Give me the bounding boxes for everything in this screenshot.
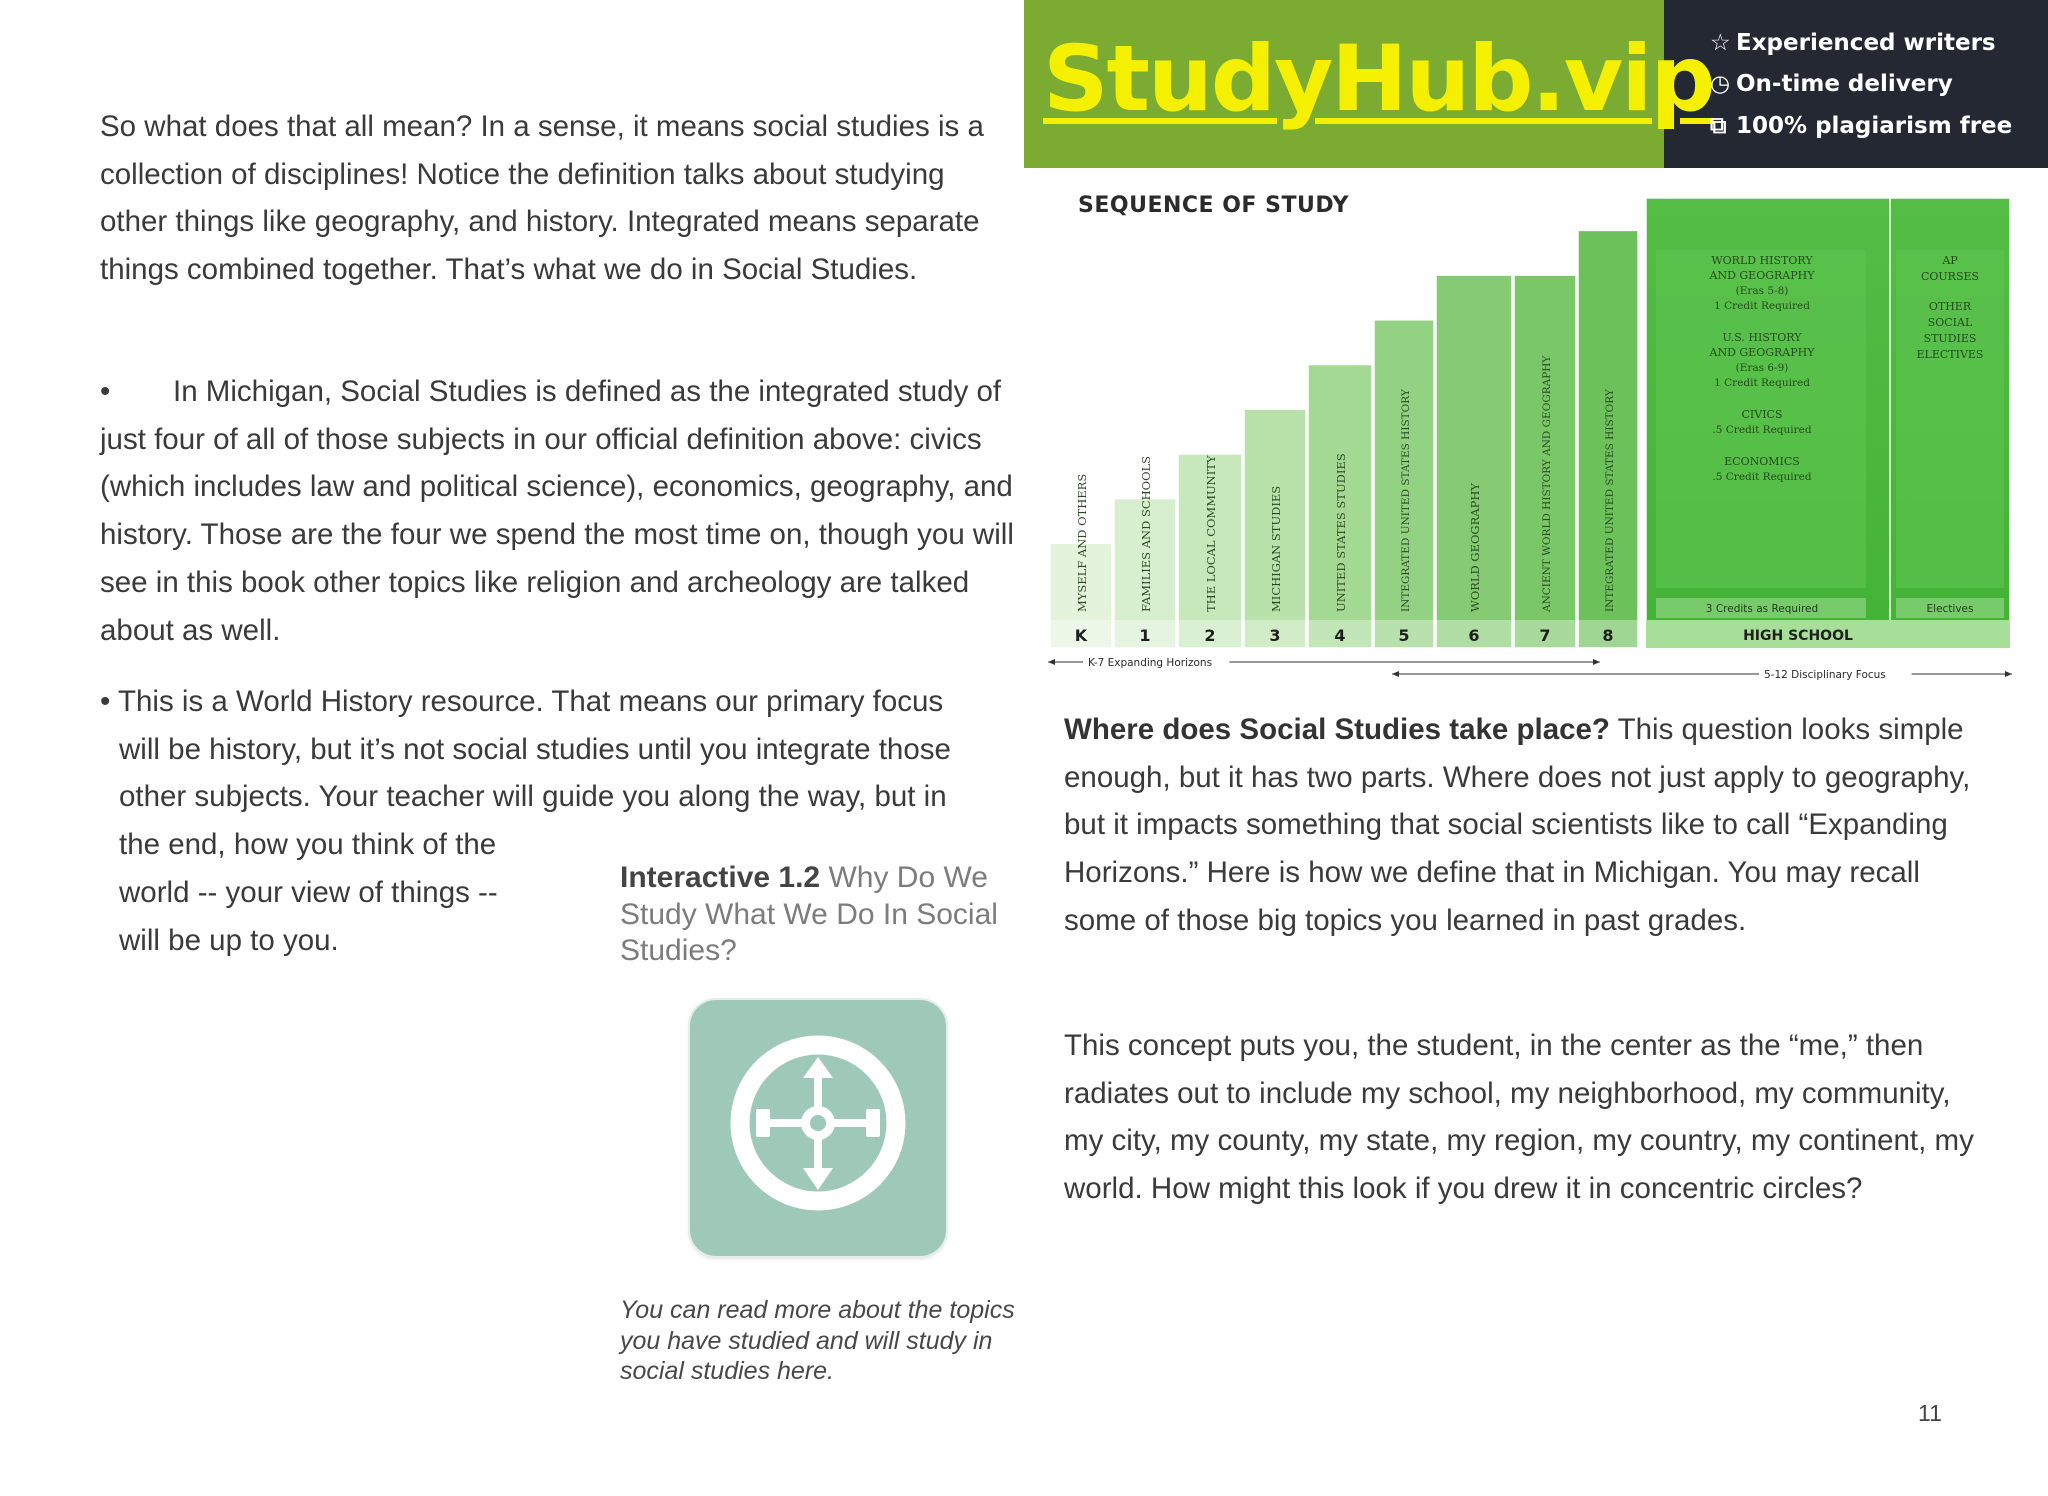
disciplinary-span-label: 5-12 Disciplinary Focus xyxy=(1764,669,1886,681)
elective-name: AP xyxy=(1942,254,1958,267)
feature-on-time-delivery xyxy=(1710,71,1953,97)
course-credits: .5 Credit Required xyxy=(1712,471,1812,483)
world-history-first-line xyxy=(100,678,1020,726)
interactive-title: Why Do We Study What We Do In Social Studies? xyxy=(620,861,998,967)
high-school-label: HIGH SCHOOL xyxy=(1743,628,1853,644)
world-history-line: the end, how you think of the xyxy=(119,828,497,862)
course-credits: .5 Credit Required xyxy=(1712,424,1812,436)
chart-title: SEQUENCE OF STUDY xyxy=(1078,193,1349,218)
grade-topic: THE LOCAL COMMUNITY xyxy=(1204,455,1218,612)
grade-label: 8 xyxy=(1602,626,1614,645)
course-name: U.S. HISTORY xyxy=(1722,331,1802,344)
michigan-definition-paragraph xyxy=(100,368,1020,654)
k7-span-label: K-7 Expanding Horizons xyxy=(1088,657,1213,669)
where-paragraph xyxy=(1064,706,1994,945)
required-footer: 3 Credits as Required xyxy=(1705,603,1819,615)
bullet-marker: • xyxy=(100,375,111,408)
grade-label: 6 xyxy=(1468,626,1480,645)
course-name: CIVICS xyxy=(1741,408,1783,421)
course-name: AND GEOGRAPHY xyxy=(1709,269,1815,282)
studyhub-logo[interactable]: StudyHub.vip xyxy=(1043,27,1714,132)
interactive-caption: You can read more about the topics you have studied and will study in social studies here. xyxy=(620,1296,1015,1385)
grade-topic: FAMILIES AND SCHOOLS xyxy=(1139,455,1153,612)
bullet-marker: • xyxy=(100,685,111,718)
michigan-definition-text: In Michigan, Social Studies is defined as the integrated study of just four of all of those subjects in our official definition above: civics (which includes law and political science), economics, geography, and history. Those are the four we spend the most time on, though you will see in this book other topics like religion and archeology are talked about as well. xyxy=(100,375,1014,647)
feature-plagiarism-free xyxy=(1710,113,2012,139)
grade-label: 1 xyxy=(1139,626,1151,645)
grade-topic: INTEGRATED UNITED STATES HISTORY xyxy=(1604,389,1616,612)
course-detail: (Eras 6-9) xyxy=(1735,362,1789,374)
world-history-line: other subjects. Your teacher will guide you along the way, but in xyxy=(119,780,947,814)
course-detail: (Eras 5-8) xyxy=(1735,285,1789,297)
elective-name: ELECTIVES xyxy=(1916,348,1984,361)
where-text: This question looks simple enough, but it has two parts. Where does not just apply to geography, but it impacts something that social scientists like to call “Expanding Horizons.” Here is how we define that in Michigan. You may recall some of those big topics you learned in past grades. xyxy=(1064,713,1971,937)
compass-icon xyxy=(690,1000,946,1256)
elective-name: OTHER xyxy=(1928,300,1972,313)
elective-name: COURSES xyxy=(1920,270,1980,283)
elective-name: SOCIAL xyxy=(1927,316,1973,329)
page-number: 11 xyxy=(1918,1400,1942,1426)
where-question: Where does Social Studies take place? xyxy=(1064,713,1610,746)
feature-experienced-writers xyxy=(1710,30,1996,56)
grade-label: 3 xyxy=(1269,626,1281,645)
feature-text: 100% plagiarism free xyxy=(1736,113,2013,139)
course-name: WORLD HISTORY xyxy=(1711,254,1813,267)
interactive-widget-button[interactable] xyxy=(690,1000,946,1256)
grade-topic: MYSELF AND OTHERS xyxy=(1075,473,1089,612)
course-credits: 1 Credit Required xyxy=(1714,377,1810,389)
intro-paragraph: So what does that all mean? In a sense, it means social studies is a collection of disciplines! Notice the definition talks about studying other things like geography, and history. Integrated means separate things combined together. That’s what we do in Social Studies. xyxy=(100,110,984,287)
grade-label: 4 xyxy=(1334,626,1346,645)
feature-text: Experienced writers xyxy=(1736,30,1996,56)
world-history-line: world -- your view of things -- xyxy=(119,875,498,909)
grade-topic: UNITED STATES STUDIES xyxy=(1334,453,1348,612)
feature-text: On-time delivery xyxy=(1736,71,1953,97)
grade-topic: ANCIENT WORLD HISTORY AND GEOGRAPHY xyxy=(1541,355,1553,612)
grade-label: 2 xyxy=(1204,626,1216,645)
copy-icon: ⧉ xyxy=(1710,113,1727,139)
grade-topic: MICHIGAN STUDIES xyxy=(1269,485,1283,612)
concentric-paragraph: This concept puts you, the student, in the center as the “me,” then radiates out to include my school, my neighborhood, my community, my city, my county, my state, my region, my country, my continent, my world. How might this look if you drew it in concentric circles? xyxy=(1064,1029,1974,1206)
star-icon: ☆ xyxy=(1710,30,1731,56)
line-text: This is a World History resource. That means our primary focus xyxy=(118,685,944,718)
grade-label: K xyxy=(1074,626,1088,645)
electives-footer: Electives xyxy=(1926,603,1974,615)
course-name: ECONOMICS xyxy=(1724,455,1800,468)
interactive-heading xyxy=(620,860,1020,970)
sequence-of-study-chart xyxy=(1040,190,2020,690)
clock-icon: ◷ xyxy=(1710,71,1731,97)
interactive-label: Interactive 1.2 xyxy=(620,861,821,894)
grade-topic: INTEGRATED UNITED STATES HISTORY xyxy=(1400,389,1412,612)
elective-name: STUDIES xyxy=(1923,332,1977,345)
grade-label: 5 xyxy=(1398,626,1410,645)
k7-span-arrowhead-right xyxy=(1593,659,1600,665)
course-name: AND GEOGRAPHY xyxy=(1709,346,1815,359)
world-history-line: will be up to you. xyxy=(119,923,339,957)
disciplinary-span-arrowhead-left xyxy=(1392,671,1399,677)
course-credits: 1 Credit Required xyxy=(1714,300,1810,312)
grade-topic: WORLD GEOGRAPHY xyxy=(1468,483,1482,612)
grade-label: 7 xyxy=(1539,626,1551,645)
disciplinary-span-arrowhead-right xyxy=(2005,671,2012,677)
k7-span-arrowhead-left xyxy=(1048,659,1055,665)
world-history-line: will be history, but it’s not social studies until you integrate those xyxy=(119,732,951,766)
